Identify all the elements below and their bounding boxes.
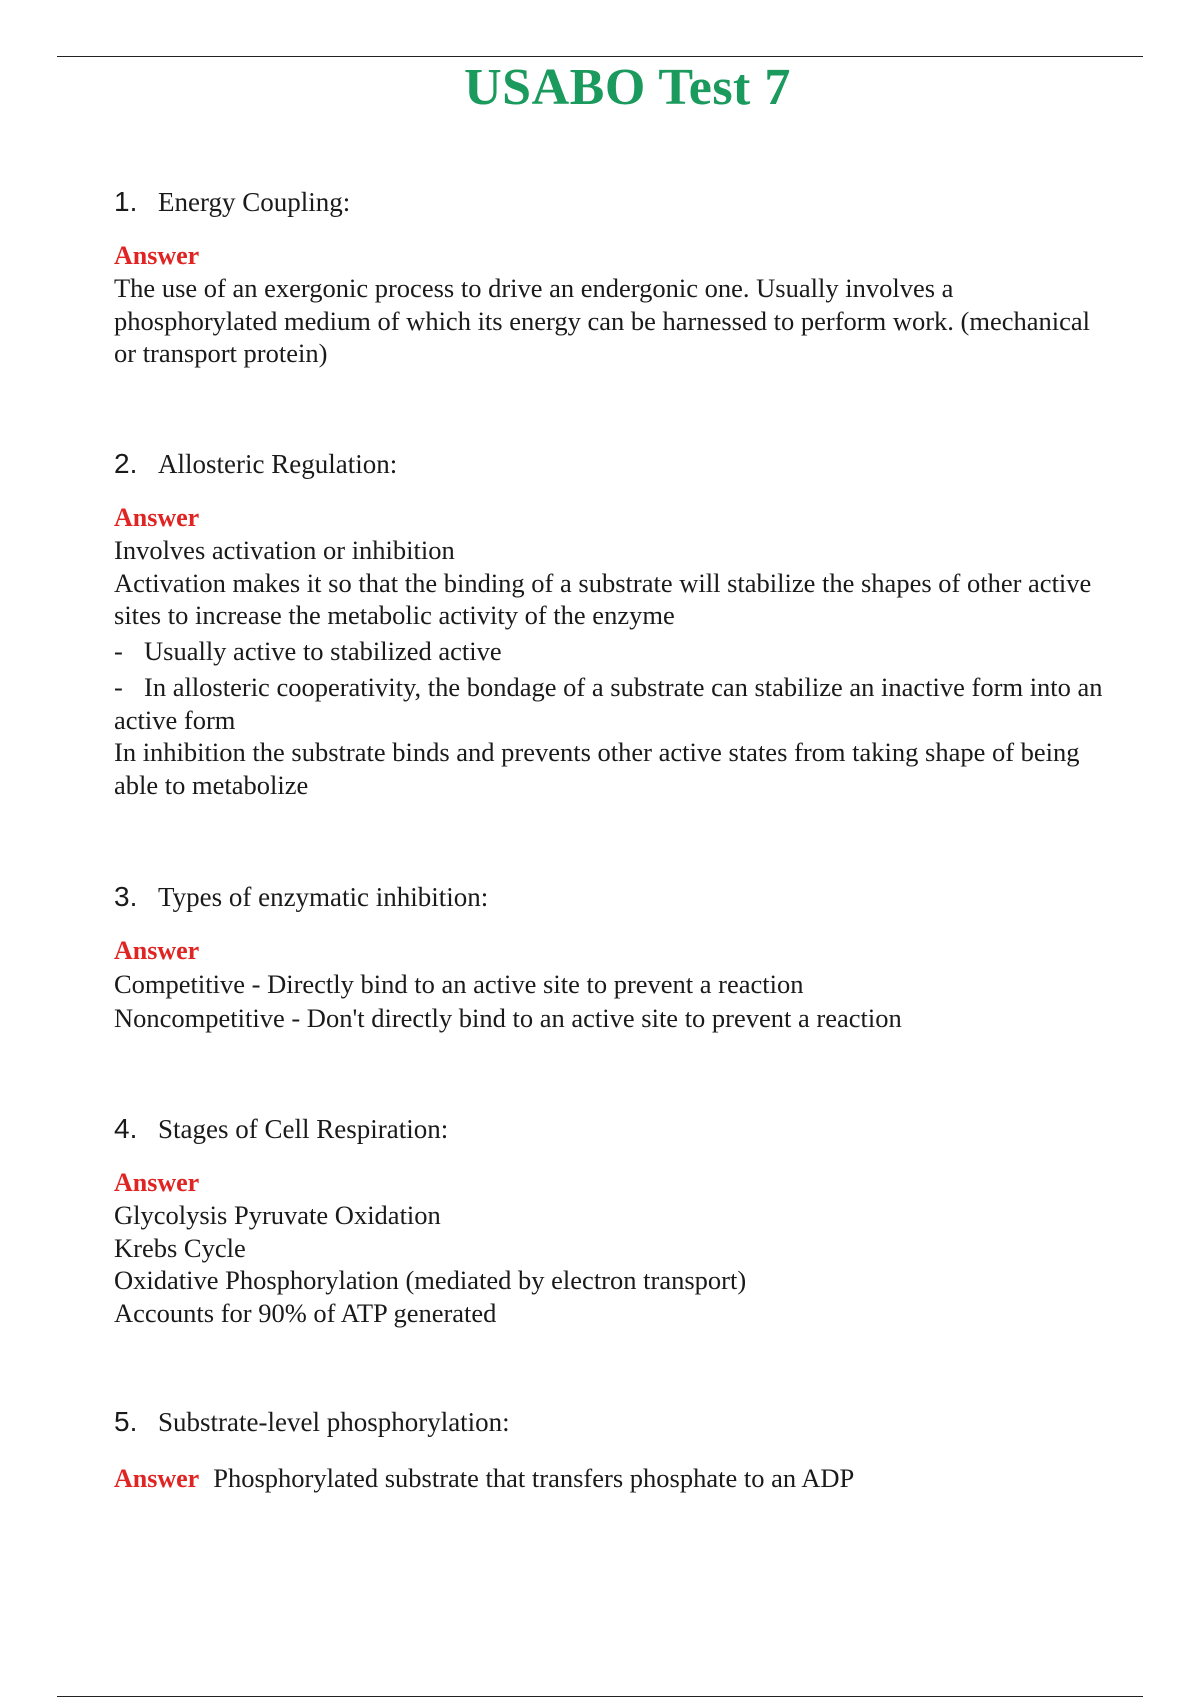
answer-label: Answer	[114, 1464, 200, 1493]
answer-label: Answer	[114, 1168, 200, 1197]
question-prompt: Stages of Cell Respiration:	[158, 1114, 449, 1144]
bottom-rule	[57, 1696, 1143, 1697]
answer-line: Involves activation or inhibition	[114, 535, 455, 565]
answer-body	[114, 1462, 1144, 1495]
question-2	[114, 446, 1144, 801]
question-5	[114, 1404, 1144, 1495]
answer-line: The use of an exergonic process to drive an endergonic one. Usually involves a	[114, 273, 954, 303]
question-header	[114, 1404, 1144, 1440]
question-number: 4.	[114, 1113, 138, 1144]
answer-line: Oxidative Phosphorylation (mediated by electron transport)	[114, 1265, 747, 1295]
question-header	[114, 184, 1144, 220]
bullet-text: Usually active to stabilized active	[144, 635, 502, 666]
bullet-continuation: active form	[114, 704, 236, 735]
answer-line: Glycolysis Pyruvate Oxidation	[114, 1200, 441, 1230]
answer-body	[114, 1199, 1144, 1329]
answer-line: Phosphorylated substrate that transfers phosphate to an ADP	[213, 1463, 855, 1493]
answer-label: Answer	[114, 936, 200, 965]
bullet-item: - Usually active to stabilized active	[114, 635, 502, 666]
bullet-text: In allosteric cooperativity, the bondage of a substrate can stabilize an inactive form into an	[144, 672, 1103, 702]
answer-line: Activation makes it so that the binding of a substrate will stabilize the shapes of other active	[114, 567, 1092, 598]
answer-line: Noncompetitive - Don't directly bind to an active site to prevent a reaction	[114, 1003, 902, 1033]
question-number: 5.	[114, 1406, 138, 1437]
answer-line: Competitive - Directly bind to an active site to prevent a reaction	[114, 969, 804, 999]
answer-label: Answer	[114, 503, 200, 532]
question-number: 1.	[114, 186, 138, 217]
question-number: 3.	[114, 881, 138, 912]
bullet-item: - In allosteric cooperativity, the bondage of a substrate can stabilize an inactive form into an	[114, 672, 1103, 702]
answer-line: able to metabolize	[114, 769, 309, 800]
question-4	[114, 1111, 1144, 1329]
answer-body	[114, 272, 1144, 370]
answer-line: sites to increase the metabolic activity of the enzyme	[114, 600, 675, 630]
question-prompt: Energy Coupling:	[158, 187, 351, 217]
answer-line: Krebs Cycle	[114, 1232, 246, 1263]
question-number: 2.	[114, 448, 138, 479]
answer-line: In inhibition the substrate binds and prevents other active states from taking shape of being	[114, 737, 1080, 767]
question-header	[114, 1111, 1144, 1147]
question-header	[114, 879, 1144, 915]
question-prompt: Allosteric Regulation:	[158, 449, 398, 479]
document-title: USABO Test 7	[464, 59, 791, 116]
answer-body	[114, 534, 1144, 801]
answer-line: phosphorylated medium of which its energy can be harnessed to perform work. (mechanical	[114, 305, 1091, 336]
answer-body	[114, 967, 1144, 1035]
question-prompt: Types of enzymatic inhibition:	[158, 882, 489, 912]
answer-line: Accounts for 90% of ATP generated	[114, 1297, 497, 1328]
answer-label: Answer	[114, 241, 200, 270]
question-header	[114, 446, 1144, 482]
question-prompt: Substrate-level phosphorylation:	[158, 1407, 510, 1437]
question-3	[114, 879, 1144, 1035]
answer-line: or transport protein)	[114, 338, 328, 368]
question-1	[114, 184, 1144, 370]
